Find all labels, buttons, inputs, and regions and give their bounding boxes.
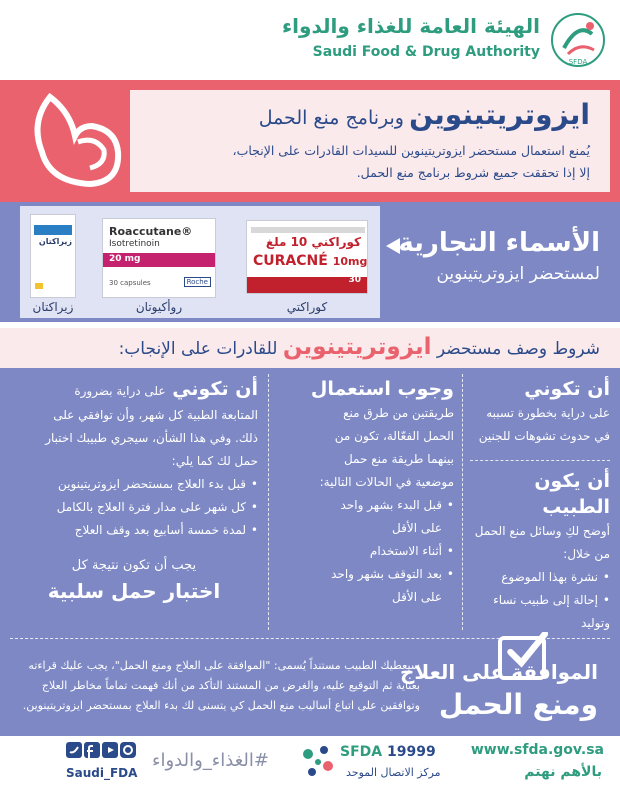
column-right: [464, 376, 610, 448]
ziractan-name: زيراكتان: [38, 237, 72, 246]
title-program: وبرنامج منع الحمل: [258, 107, 404, 129]
trade-names-title: الأسماء التجارية: [398, 228, 600, 258]
instagram-icon: [120, 742, 136, 758]
sfda-logo-icon: [550, 12, 606, 68]
middle-text: بينهما طريقة منع حمل: [343, 452, 454, 466]
column-middle: [274, 376, 454, 609]
curacne-count: 30: [348, 275, 361, 285]
right-text: على دراية بخطورة تسببه: [486, 406, 610, 420]
label-roaccutane: روأكيوتان: [135, 300, 183, 314]
right-text: في حدوث تشوهات للجنين: [478, 429, 610, 443]
row-divider: [470, 460, 610, 461]
approval-line: بعناية ثم التوقيع عليه، والغرض من المستند التأكد من أنك فهمت تماماً مخاطر العلاج: [41, 679, 420, 692]
page-title: [259, 98, 590, 131]
intro-text: [140, 140, 590, 184]
approval-line: وتوافقين على اتباع أساليب منع الحمل كي يتسنى لك بدء العلاج بمستحضر ايزوتريتينوين.: [22, 699, 420, 712]
call-center-logo-icon: [300, 744, 336, 780]
conditions-drug: ايزوتريتينوين: [282, 334, 432, 360]
middle-text: موضعية في الحالات التالية:: [319, 475, 454, 489]
label-curacne: كوراكتي: [286, 300, 328, 314]
middle-heading: وجوب استعمال: [310, 378, 454, 400]
column-left: [10, 376, 258, 606]
product-panel: [20, 206, 380, 318]
social-icons: [66, 742, 138, 762]
conditions-prefix: شروط وصف مستحضر: [436, 339, 600, 359]
conditions-section: [0, 368, 620, 636]
svg-text:SFDA: SFDA: [568, 58, 588, 66]
approval-line: سيعطيك الطبيب مستنداً يُسمى: "الموافقة على العلاج ومنع الحمل"، يجب عليك قراءته: [28, 659, 420, 672]
left-text: حمل لك كما يلي:: [171, 454, 258, 468]
social-handle[interactable]: Saudi_FDA: [66, 766, 138, 780]
pregnancy-icon: [20, 92, 130, 192]
call-center-number: [340, 744, 436, 760]
trade-names-section: [0, 202, 620, 322]
conditions-heading-bar: [0, 328, 620, 368]
approval-text: [12, 656, 420, 716]
twitter-icon: [66, 742, 82, 758]
title-drug: ايزوتريتينوين: [409, 98, 590, 131]
middle-text: على الأقل: [392, 521, 442, 535]
roaccutane-caps: 30 capsules: [109, 279, 151, 287]
call-center-label: مركز الاتصال الموحد: [346, 766, 441, 779]
list-item: • لمدة خمسة أسابيع بعد وقف العلاج: [10, 519, 258, 542]
right-text: أوضح لكِ وسائل منع الحمل: [474, 524, 610, 538]
list-item: • إحالة إلى طبيب نساء: [464, 589, 610, 612]
product-box-roaccutane: [102, 218, 216, 298]
column-divider: [462, 374, 463, 630]
product-box-ziractan: [30, 214, 76, 298]
trade-names-subtitle: لمستحضر ايزوتريتينوين: [436, 264, 600, 284]
right-heading-1: أن تكوني: [524, 378, 610, 400]
conditions-suffix: للقادرات على الإنجاب:: [118, 339, 278, 359]
roaccutane-generic: Isotretinoin: [109, 239, 160, 249]
curacne-name: CURACNÉ 10mg: [253, 253, 368, 269]
right-heading-2: أن يكون الطبيب: [534, 470, 610, 518]
org-name-arabic: الهيئة العامة للغذاء والدواء: [281, 14, 540, 38]
roche-logo: Roche: [184, 277, 211, 287]
list-item: • كل شهر على مدار فترة العلاج بالكامل: [10, 496, 258, 519]
middle-text: على الأقل: [392, 590, 442, 604]
header: [0, 0, 620, 80]
middle-text: الحمل الفعّالة، تكون من: [334, 429, 454, 443]
phone-number: 19999: [386, 744, 436, 760]
approval-heading-1: الموافقة على العلاج: [399, 660, 598, 684]
conditions-heading: [119, 334, 600, 360]
left-heading-main: أن تكوني: [172, 378, 258, 400]
left-text: ذلك. وفي هذا الشأن، سيجري طبيبك اختبار: [45, 431, 258, 445]
intro-line-1: يُمنع استعمال مستحضر ايزوتريتينوين للسيدات القادرات على الإنجاب،: [232, 143, 590, 158]
footer: [0, 736, 620, 793]
org-name-english: Saudi Food & Drug Authority: [312, 44, 540, 60]
label-ziractan: زيراكتان: [32, 300, 74, 314]
slogan: بالأهم نهتم: [524, 764, 602, 780]
curacne-arabic-name: كوراكني 10 ملغ: [265, 235, 361, 249]
list-item: • أثناء الاستخدام: [274, 540, 454, 563]
left-text: المتابعة الطبية كل شهر، وأن توافقي على: [53, 408, 258, 422]
list-item: • بعد التوقف بشهر واحد: [274, 563, 454, 586]
roaccutane-dose: 20 mg: [109, 254, 141, 264]
column-right-lower: [464, 468, 610, 635]
hashtag: #الغذاء_والدواء: [152, 750, 269, 771]
list-item: • قبل البدء بشهر واحد: [274, 494, 454, 517]
middle-text: طريقتين من طرق منع: [343, 406, 454, 420]
sfda-label: SFDA: [340, 744, 383, 760]
left-result-text: اختبار حمل سلبية: [47, 579, 221, 603]
approval-heading-2: ومنع الحمل: [438, 688, 598, 721]
website-link[interactable]: www.sfda.gov.sa: [470, 742, 604, 758]
product-box-curacne: [246, 220, 368, 294]
roaccutane-name: Roaccutane®: [109, 225, 193, 238]
intro-line-2: إلا إذا تحققت جميع شروط برنامج منع الحمل.: [356, 165, 590, 180]
right-text: وتوليد: [581, 616, 610, 630]
list-item: • نشرة بهذا الموضوع: [464, 566, 610, 589]
list-item: • قبل بدء العلاج بمستحضر ايزوتريتينوين: [10, 473, 258, 496]
title-panel: [130, 90, 610, 192]
column-divider: [268, 374, 269, 630]
left-heading: [10, 376, 258, 404]
approval-section: [0, 636, 620, 736]
left-must-text: يجب أن تكون نتيجة كل: [71, 558, 197, 573]
title-banner: [0, 80, 620, 202]
right-text: من خلال:: [563, 547, 610, 561]
left-heading-tail: على دراية بضرورة: [74, 384, 166, 398]
